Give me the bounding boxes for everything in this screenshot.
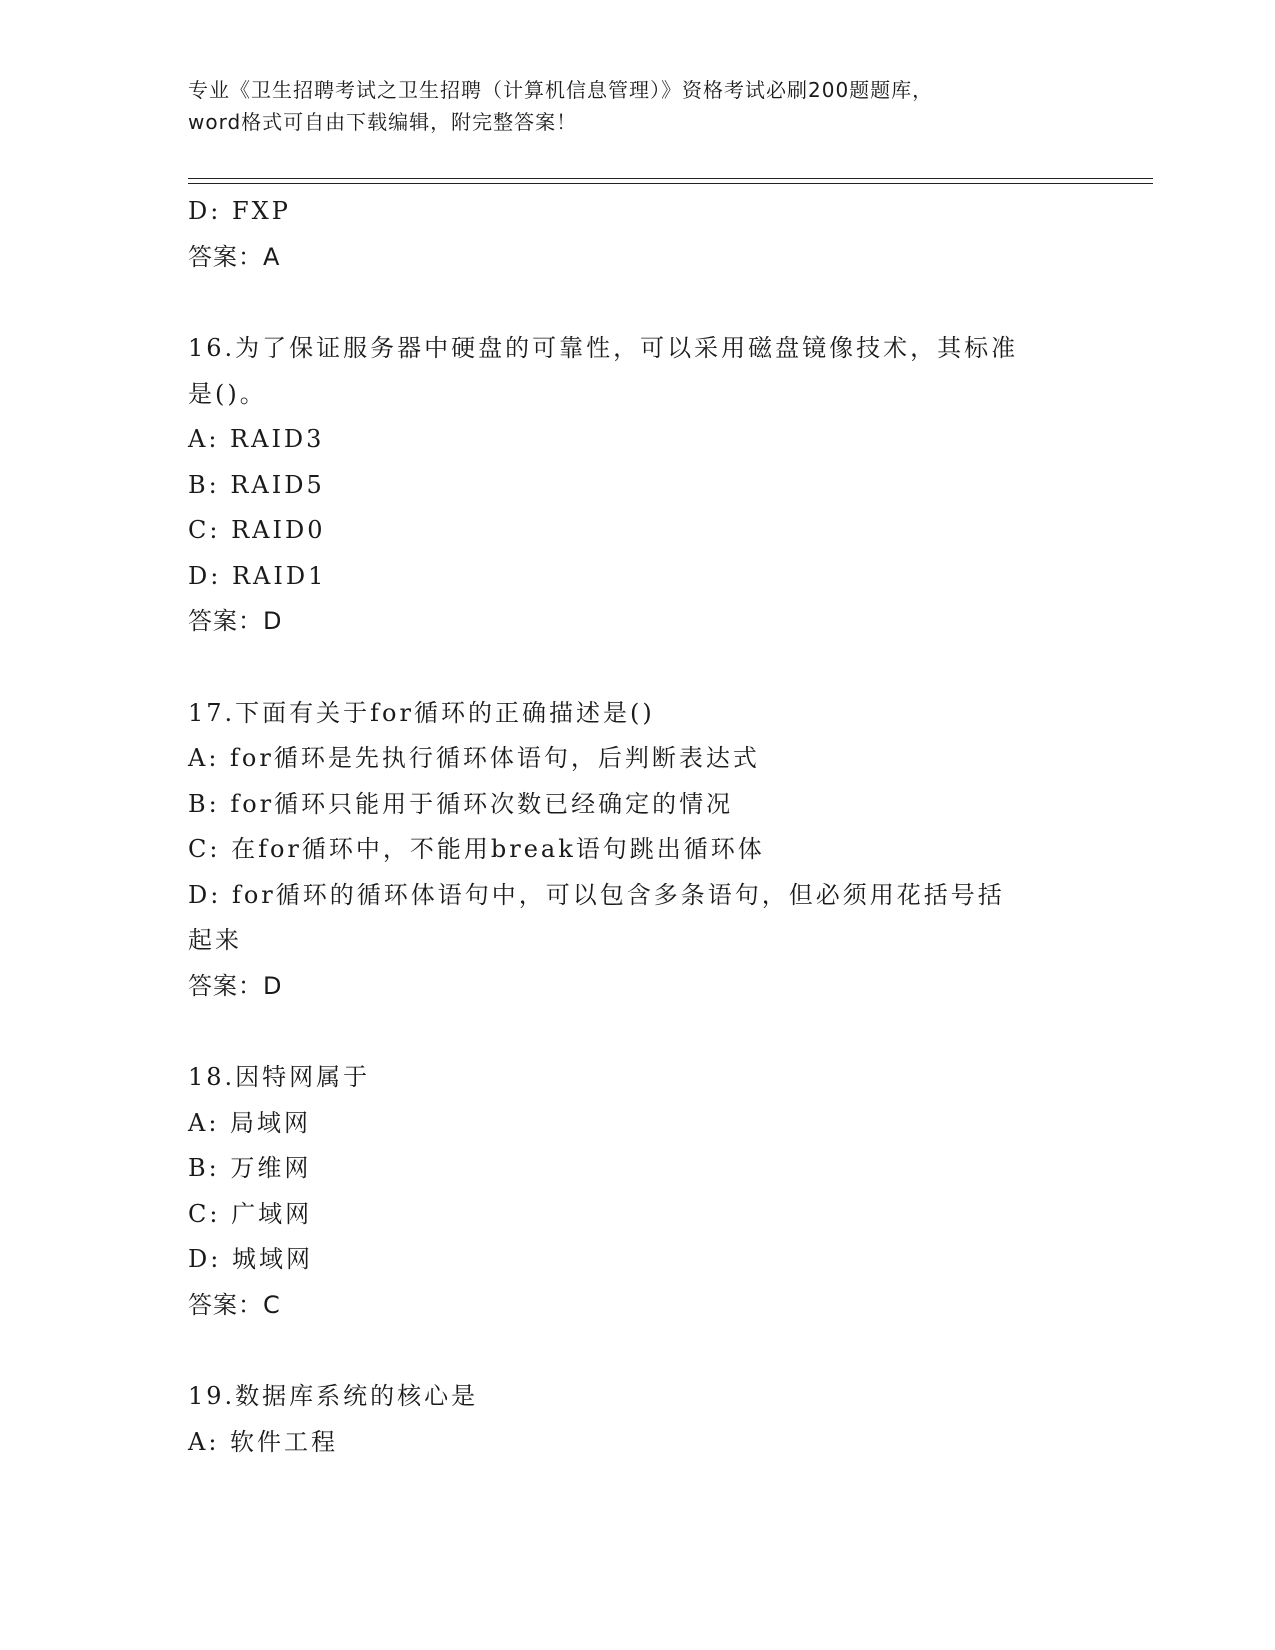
question-block-18 xyxy=(188,1055,1088,1328)
header-divider-bottom xyxy=(188,183,1153,184)
question-stem: 18.因特网属于 xyxy=(188,1063,371,1091)
spacer xyxy=(188,280,1088,326)
option-d: D: FXP xyxy=(188,197,291,225)
option-c: C: 在for循环中，不能用break语句跳出循环体 xyxy=(188,835,765,863)
question-block-16 xyxy=(188,326,1088,645)
question-block-19 xyxy=(188,1374,1088,1465)
option-c: C: RAID0 xyxy=(188,516,326,544)
option-b: B: 万维网 xyxy=(188,1154,312,1182)
option-a: A: for循环是先执行循环体语句，后判断表达式 xyxy=(188,744,760,772)
option-b: B: RAID5 xyxy=(188,470,325,499)
spacer xyxy=(188,645,1088,691)
page-header xyxy=(188,74,1088,138)
option-a: A: RAID3 xyxy=(188,425,325,453)
option-d: D: for循环的循环体语句中，可以包含多条语句，但必须用花括号括 xyxy=(188,880,1005,909)
header-title-line2: word格式可自由下载编辑，附完整答案！ xyxy=(188,110,578,134)
question-block-17 xyxy=(188,691,1088,1010)
option-d-continued: 起来 xyxy=(188,926,242,954)
option-c: C: 广域网 xyxy=(188,1199,313,1228)
spacer xyxy=(188,1328,1088,1374)
option-b: B: for循环只能用于循环次数已经确定的情况 xyxy=(188,789,734,818)
header-title-line1: 专业《卫生招聘考试之卫生招聘（计算机信息管理）》资格考试必刷200题题库， xyxy=(188,78,934,102)
answer-line: 答案：D xyxy=(188,607,283,635)
answer-line: 答案：A xyxy=(188,242,281,271)
question-block-prev xyxy=(188,189,1088,280)
question-stem-continued: 是()。 xyxy=(188,379,267,408)
option-d: D: RAID1 xyxy=(188,561,327,590)
question-stem: 16.为了保证服务器中硬盘的可靠性，可以采用磁盘镜像技术，其标准 xyxy=(188,334,1019,362)
question-stem: 17.下面有关于for循环的正确描述是() xyxy=(188,698,655,727)
question-list xyxy=(188,189,1088,1465)
question-stem: 19.数据库系统的核心是 xyxy=(188,1382,479,1410)
option-d: D: 城域网 xyxy=(188,1245,313,1273)
header-divider-top xyxy=(188,178,1153,179)
answer-line: 答案：C xyxy=(188,1290,281,1319)
spacer xyxy=(188,1009,1088,1055)
option-a: A: 局域网 xyxy=(188,1108,312,1137)
answer-line: 答案：D xyxy=(188,971,283,1000)
option-a: A: 软件工程 xyxy=(188,1427,339,1456)
